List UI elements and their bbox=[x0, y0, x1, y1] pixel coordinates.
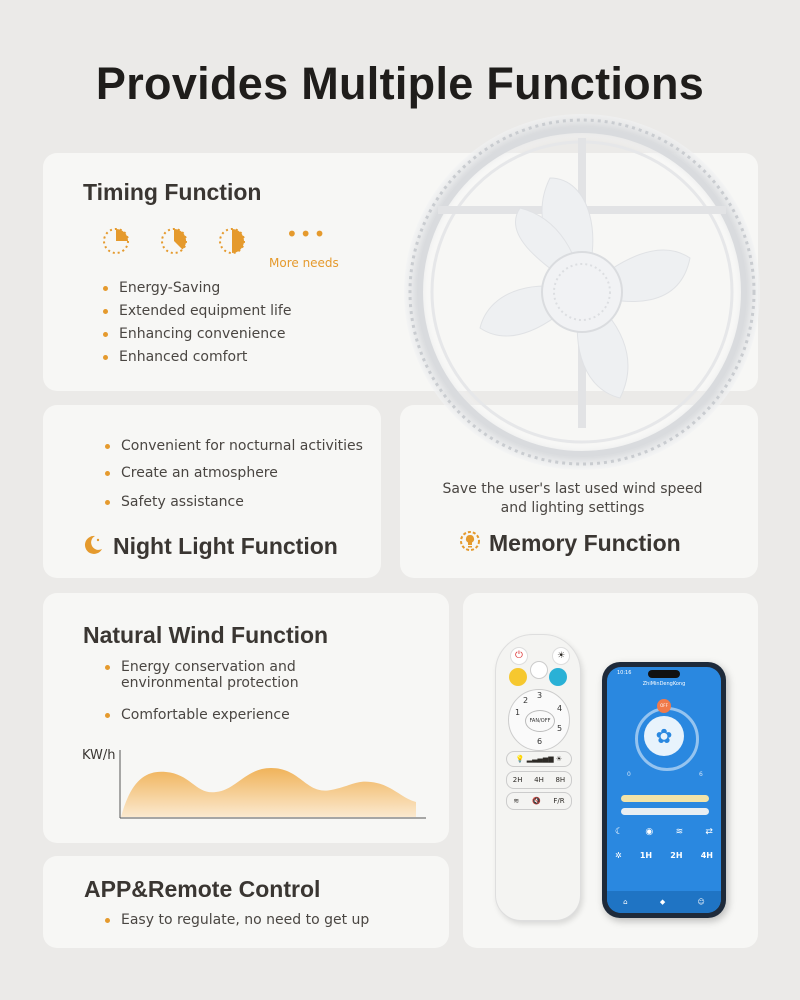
timer-half-icon bbox=[159, 226, 189, 256]
list-item: Enhanced comfort bbox=[103, 349, 323, 365]
chart-y-label: KW/h bbox=[82, 748, 116, 763]
bulb-gear-icon bbox=[458, 529, 482, 553]
light-button[interactable]: ☀ bbox=[552, 647, 570, 665]
white-button[interactable] bbox=[530, 661, 548, 679]
warm-slider[interactable] bbox=[621, 795, 709, 802]
status-time: 10:16 bbox=[617, 670, 632, 676]
timer-2h-button[interactable]: 2H bbox=[670, 851, 683, 860]
more-dots-icon: ••• bbox=[286, 222, 328, 246]
fan-icon[interactable]: ✲ bbox=[615, 851, 622, 860]
wind-mode-icon[interactable]: ≋ bbox=[513, 797, 520, 805]
nav-home-icon[interactable]: ⌂ bbox=[623, 898, 628, 906]
fan-off-button[interactable]: FAN/OFF bbox=[525, 710, 555, 732]
nav-profile-icon[interactable]: ☺ bbox=[697, 898, 705, 906]
dial-max-label: 6 bbox=[699, 771, 703, 778]
timer-8h-button[interactable]: 8H bbox=[555, 776, 566, 784]
memory-description: Save the user's last used wind speed and lighting settings bbox=[442, 481, 703, 516]
list-item: Easy to regulate, no need to get up bbox=[105, 912, 405, 928]
timer-row bbox=[615, 851, 713, 860]
more-needs-label: More needs bbox=[269, 256, 339, 270]
dimmer-bar[interactable]: 💡 ▂▃▄▅▆ ☀ bbox=[506, 751, 572, 767]
app-name: ZhiMinDengKong bbox=[642, 681, 686, 687]
list-item: Create an atmosphere bbox=[105, 465, 370, 481]
list-item: Comfortable experience bbox=[105, 707, 395, 723]
fan-center: ✿ bbox=[644, 716, 684, 756]
phone-screen bbox=[607, 667, 721, 913]
list-item: Enhancing convenience bbox=[103, 326, 323, 342]
app-remote-heading: APP&Remote Control bbox=[84, 876, 321, 902]
app-remote-bullets bbox=[105, 912, 405, 928]
night-light-bullets bbox=[105, 438, 370, 510]
reverse-button[interactable]: F/R bbox=[553, 797, 565, 805]
speed-6-button[interactable]: 6 bbox=[537, 737, 543, 746]
timer-three-quarter-icon bbox=[217, 226, 247, 256]
list-item: Energy-Saving bbox=[103, 280, 323, 296]
list-item: Convenient for nocturnal activities bbox=[105, 438, 370, 454]
memory-heading: Memory Function bbox=[489, 530, 681, 556]
moon-icon bbox=[82, 534, 104, 556]
mode-icons-row bbox=[615, 827, 713, 837]
list-item: Safety assistance bbox=[105, 494, 370, 510]
bottom-nav bbox=[607, 891, 721, 913]
timer-4h-button[interactable]: 4H bbox=[700, 851, 713, 860]
ceiling-fan-image bbox=[400, 108, 765, 478]
smartphone bbox=[602, 662, 726, 918]
timing-bullets bbox=[103, 280, 323, 365]
night-light-heading: Night Light Function bbox=[113, 533, 338, 559]
warm-light-button[interactable] bbox=[509, 668, 527, 686]
timer-row bbox=[506, 771, 572, 789]
speed-2-button[interactable]: 2 bbox=[523, 696, 529, 705]
page-title: Provides Multiple Functions bbox=[95, 58, 705, 109]
bulb-mode-icon[interactable]: ◉ bbox=[645, 827, 654, 837]
speed-dial bbox=[508, 689, 570, 751]
reverse-mode-icon[interactable]: ⇄ bbox=[705, 827, 713, 837]
natural-wind-bullets bbox=[105, 659, 395, 723]
list-item: Extended equipment life bbox=[103, 303, 323, 319]
timing-heading: Timing Function bbox=[83, 179, 262, 205]
speed-4-button[interactable]: 4 bbox=[557, 704, 563, 713]
mute-icon[interactable]: 🔇 bbox=[531, 797, 541, 805]
speed-3-button[interactable]: 3 bbox=[537, 691, 543, 700]
timer-4h-button[interactable]: 4H bbox=[534, 776, 544, 784]
natural-wind-heading: Natural Wind Function bbox=[83, 622, 329, 648]
dynamic-island bbox=[648, 670, 680, 678]
moon-mode-icon[interactable]: ☾ bbox=[615, 827, 624, 837]
power-button[interactable]: ⏻ bbox=[510, 647, 528, 665]
wind-mode-icon[interactable]: ≋ bbox=[675, 827, 684, 837]
remote-control bbox=[495, 634, 581, 921]
mode-row bbox=[506, 792, 572, 810]
speed-5-button[interactable]: 5 bbox=[557, 724, 563, 733]
wind-wave-graph bbox=[116, 750, 428, 820]
off-button[interactable]: OFF bbox=[657, 699, 671, 713]
list-item: Energy conservation and environmental protection bbox=[105, 659, 395, 691]
timer-1h-button[interactable]: 1H bbox=[639, 851, 653, 860]
timer-quarter-icon bbox=[101, 226, 131, 256]
dial-min-label: 0 bbox=[627, 771, 631, 778]
cool-light-button[interactable] bbox=[549, 668, 567, 686]
timer-2h-button[interactable]: 2H bbox=[512, 776, 523, 784]
cool-slider[interactable] bbox=[621, 808, 709, 815]
speed-1-button[interactable]: 1 bbox=[515, 708, 521, 717]
nav-control-icon[interactable]: ◆ bbox=[659, 898, 666, 906]
